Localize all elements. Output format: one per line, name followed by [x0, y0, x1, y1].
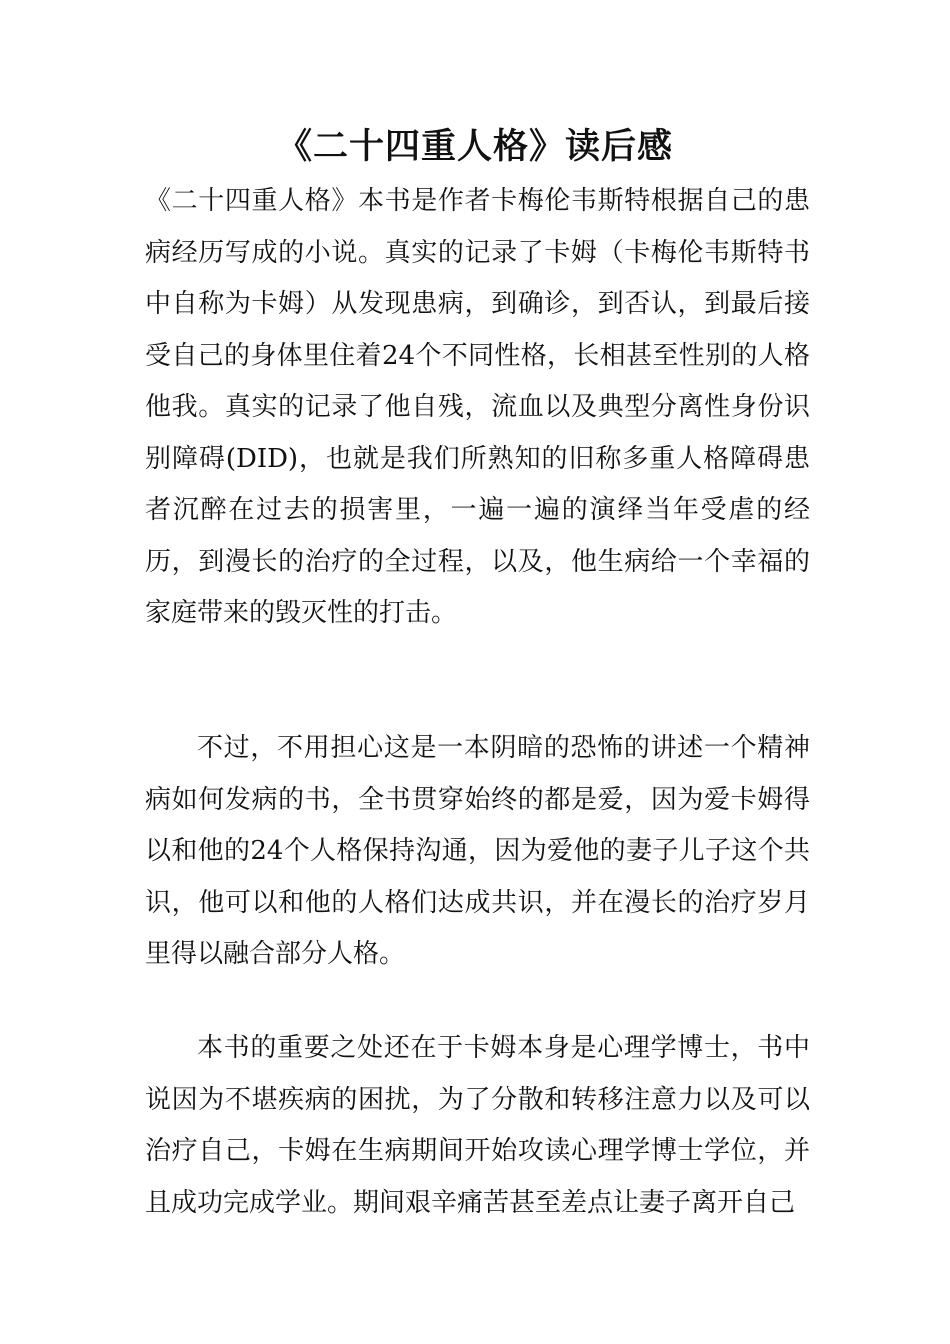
document-title: 《二十四重人格》读后感: [276, 127, 673, 167]
paragraph-1: 《二十四重人格》本书是作者卡梅伦韦斯特根据自己的患病经历写成的小说。真实的记录了卡姆（卡梅伦韦斯特书中自称为卡姆）从发现患病，到确诊，到否认，到最后接受自己的身体里住着24个不同性格，长相甚至性别的人格他我。真实的记录了他自残，流血以及典型分离性身份识别障碍(DID)，也就是我们所熟知的旧称多重人格障碍患者沉醉在过去的损害里，一遍一遍的演绎当年受虐的经历，到漫长的治疗的全过程，以及，他生病给一个幸福的家庭带来的毁灭性的打击。: [145, 186, 810, 628]
paragraph-3: 本书的重要之处还在于卡姆本身是心理学博士，书中说因为不堪疾病的困扰，为了分散和转移注意力以及可以治疗自己，卡姆在生病期间开始攻读心理学博士学位，并且成功完成学业。期间艰辛痛苦甚至差点让妻子离开自己: [145, 1033, 810, 1218]
paragraph-2: 不过，不用担心这是一本阴暗的恐怖的讲述一个精神病如何发病的书，全书贯穿始终的都是爱，因为爱卡姆得以和他的24个人格保持沟通，因为爱他的妻子儿子这个共识，他可以和他的人格们达成共识，并在漫长的治疗岁月里得以融合部分人格。: [145, 733, 810, 969]
